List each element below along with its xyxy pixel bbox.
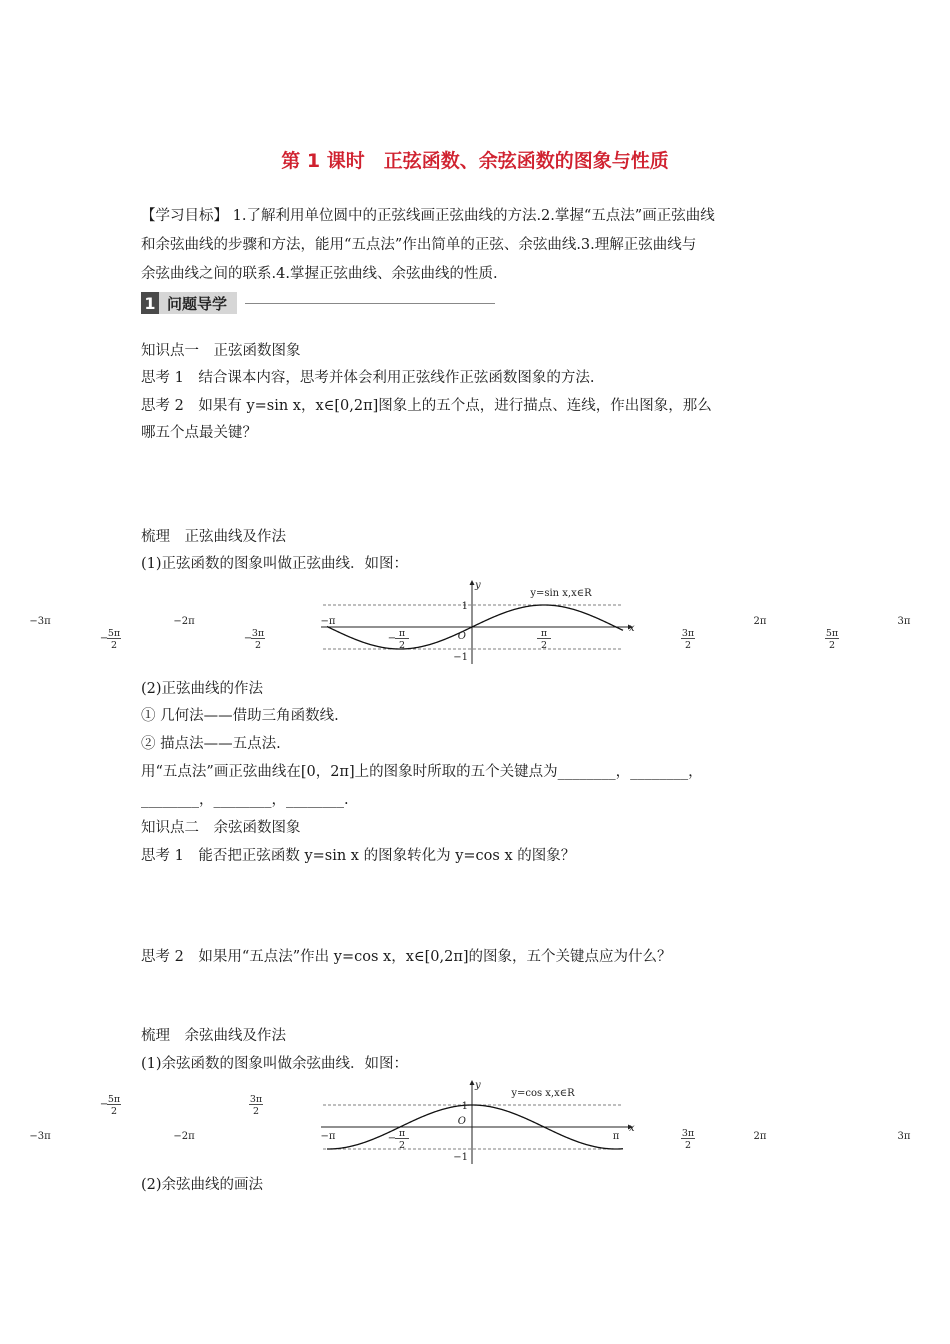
part2-summary-1: (1)余弦函数的图象叫做余弦曲线．如图： xyxy=(141,1056,409,1072)
tick-label-3pi: 3π xyxy=(897,616,911,627)
tick-denominator: 2 xyxy=(252,1106,260,1117)
part1-question-2-line-2: 哪五个点最关键？ xyxy=(141,425,257,441)
tick-sign: − xyxy=(387,633,397,644)
section-header xyxy=(141,291,495,315)
tick-label-frac-3 xyxy=(388,628,409,651)
part1-summary-2: (2)正弦曲线的作法 xyxy=(141,681,264,697)
section-label: 问题导学 xyxy=(159,292,237,314)
objectives-line-2: 和余弦曲线的步骤和方法，能用“五点法”作出简单的正弦、余弦曲线.3.理解正弦曲线与 xyxy=(141,237,697,253)
part1-summary-6: ________，________，________. xyxy=(141,792,349,808)
tick-denominator: 2 xyxy=(254,640,262,651)
y-tick-1: 1 xyxy=(461,1101,468,1112)
objectives-line-3: 余弦曲线之间的联系.4.掌握正弦曲线、余弦曲线的性质. xyxy=(141,266,498,282)
tick-denominator: 2 xyxy=(540,640,548,651)
tick-label-2pi: 2π xyxy=(753,616,767,627)
part1-summary-3: ① 几何法——借助三角函数线. xyxy=(141,708,339,724)
y-axis-label: y xyxy=(475,1080,481,1091)
tick-label--3pi: −3π xyxy=(29,1131,51,1142)
tick-denominator: 2 xyxy=(398,1140,406,1151)
part1-summary-heading: 梳理 正弦曲线及作法 xyxy=(141,529,286,545)
tick-numerator: π xyxy=(398,628,406,639)
tick-denominator: 2 xyxy=(684,640,692,651)
tick-label-1pi: π xyxy=(612,1131,620,1142)
tick-sign: − xyxy=(99,633,109,644)
tick-denominator: 2 xyxy=(110,640,118,651)
section-divider xyxy=(245,303,495,304)
tick-sign: − xyxy=(99,1099,109,1110)
tick-numerator: 3π xyxy=(251,628,265,639)
sine-graph xyxy=(29,578,911,670)
tick-numerator: π xyxy=(398,1128,406,1139)
tick-label-2pi: 2π xyxy=(753,1131,767,1142)
tick-denominator: 2 xyxy=(828,640,836,651)
tick-label-frac-2 xyxy=(244,628,265,651)
tick-numerator: 3π xyxy=(681,1128,695,1139)
tick-label-frac-1 xyxy=(100,1094,121,1117)
y-tick-1: 1 xyxy=(461,601,468,612)
function-label: y=cos x,x∈R xyxy=(511,1088,575,1099)
part2-heading: 知识点二 余弦函数图象 xyxy=(141,820,301,836)
tick-label-frac-1 xyxy=(100,628,121,651)
tick-label--3pi: −3π xyxy=(29,616,51,627)
part1-question-1: 思考 1 结合课本内容，思考并体会利用正弦线作正弦函数图象的方法. xyxy=(141,370,595,386)
part1-question-2-line-1: 思考 2 如果有 y=sin x，x∈[0,2π]图象上的五个点，进行描点、连线，作出图象，那么 xyxy=(141,398,712,414)
y-axis-label: y xyxy=(475,580,481,591)
tick-numerator: π xyxy=(540,628,548,639)
y-axis-arrow xyxy=(470,1080,475,1085)
origin-label: O xyxy=(457,1116,466,1127)
y-tick-minus-1: −1 xyxy=(453,652,468,663)
cosine-graph xyxy=(29,1078,911,1170)
part1-summary-5: 用“五点法”画正弦曲线在[0，2π]上的图象时所取的五个关键点为________，________， xyxy=(141,764,703,780)
tick-numerator: 5π xyxy=(107,628,121,639)
page-title: 第 1 课时 正弦函数、余弦函数的图象与性质 xyxy=(281,150,669,172)
part1-summary-1: (1)正弦函数的图象叫做正弦曲线．如图： xyxy=(141,556,409,572)
part1-heading: 知识点一 正弦函数图象 xyxy=(141,343,301,359)
tick-label-frac-2 xyxy=(249,1094,263,1117)
part2-question-1: 思考 1 能否把正弦函数 y=sin x 的图象转化为 y=cos x 的图象？ xyxy=(141,848,576,864)
function-label: y=sin x,x∈R xyxy=(530,588,592,599)
tick-label-frac-5 xyxy=(681,628,695,651)
tick-label-frac-4 xyxy=(681,1128,695,1151)
part2-summary-2: (2)余弦曲线的画法 xyxy=(141,1177,264,1193)
tick-numerator: 3π xyxy=(249,1094,263,1105)
tick-label--2pi: −2π xyxy=(173,616,195,627)
tick-denominator: 2 xyxy=(398,640,406,651)
tick-label-3pi: 3π xyxy=(897,1131,911,1142)
tick-numerator: 5π xyxy=(107,1094,121,1105)
y-axis-arrow xyxy=(470,580,475,585)
tick-denominator: 2 xyxy=(110,1106,118,1117)
tick-label--1pi: −π xyxy=(320,616,336,627)
tick-numerator: 3π xyxy=(681,628,695,639)
part2-question-2: 思考 2 如果用“五点法”作出 y=cos x，x∈[0,2π]的图象，五个关键点应为什么？ xyxy=(141,949,672,965)
tick-label-frac-6 xyxy=(825,628,839,651)
tick-label--2pi: −2π xyxy=(173,1131,195,1142)
x-axis-label: x xyxy=(629,1123,635,1134)
objectives-line-1: 【学习目标】 1.了解利用单位圆中的正弦线画正弦曲线的方法.2.掌握“五点法”画正弦曲线 xyxy=(141,208,715,224)
y-tick-minus-1: −1 xyxy=(453,1152,468,1163)
x-axis-label: x xyxy=(629,623,635,634)
tick-denominator: 2 xyxy=(684,1140,692,1151)
origin-label: O xyxy=(457,631,466,642)
tick-label--1pi: −π xyxy=(320,1131,336,1142)
tick-sign: − xyxy=(387,1133,397,1144)
part2-summary-heading: 梳理 余弦曲线及作法 xyxy=(141,1028,286,1044)
section-number: 1 xyxy=(141,292,159,314)
part1-summary-4: ② 描点法——五点法. xyxy=(141,736,281,752)
tick-numerator: 5π xyxy=(825,628,839,639)
tick-sign: − xyxy=(243,633,253,644)
tick-label-frac-4 xyxy=(537,628,551,651)
